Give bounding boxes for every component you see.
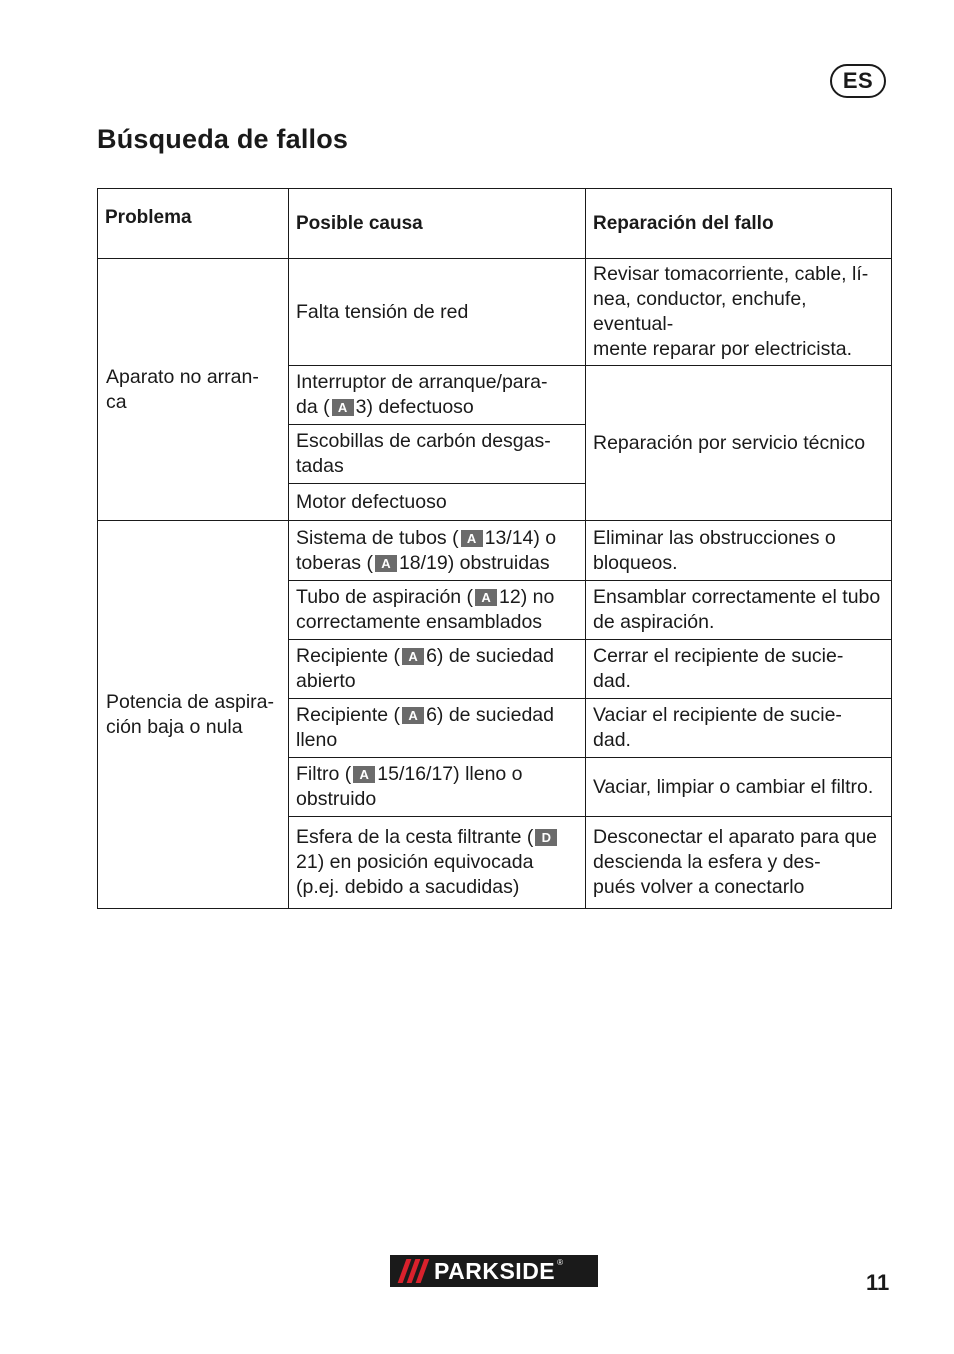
remedy-cell: Cerrar el recipiente de sucie- dad.: [586, 640, 892, 699]
figure-reference-badge: A: [353, 766, 375, 783]
cause-text: 13/14) o toberas (: [296, 526, 557, 574]
cause-text: 21) en posición equivocada (p.ej. debido a sacudidas): [296, 851, 534, 898]
figure-reference-badge: A: [332, 399, 354, 416]
cause-cell: [289, 640, 586, 699]
table-header-row: [98, 189, 892, 259]
cause-text: 6) de suciedad abierto: [296, 645, 554, 692]
table-row: [98, 521, 892, 581]
cause-text: Interruptor de arranque/para- da (: [296, 371, 548, 418]
problem-cell: Aparato no arran- ca: [98, 259, 289, 521]
cause-cell: [289, 521, 586, 581]
logo-registered-mark: ®: [557, 1258, 564, 1267]
cause-text: Tubo de aspiración (: [296, 586, 474, 608]
cause-cell: [289, 817, 586, 909]
cause-text: 3) defectuoso: [355, 396, 474, 418]
remedy-cell: Eliminar las obstrucciones o bloqueos.: [586, 521, 892, 581]
figure-reference-badge: A: [475, 589, 497, 606]
figure-reference-badge: A: [461, 530, 483, 547]
cause-text: Filtro (: [296, 763, 352, 785]
figure-reference-badge: D: [535, 829, 557, 846]
table-row: [98, 259, 892, 366]
logo-stripes: [390, 1255, 434, 1287]
cause-text: Esfera de la cesta filtrante (: [296, 826, 534, 848]
cause-text: Escobillas de carbón desgas- tadas: [296, 430, 551, 477]
remedy-cell: Reparación por servicio técnico: [586, 366, 892, 521]
cause-text: Motor defectuoso: [296, 490, 447, 513]
cause-cell: [289, 484, 586, 521]
header-problem: Problema: [98, 189, 289, 259]
header-remedy: Reparación del fallo: [586, 189, 892, 259]
page-number: 11: [866, 1270, 890, 1295]
cause-text: Sistema de tubos (: [296, 526, 459, 549]
cause-text: 18/19) obstruidas: [398, 551, 550, 574]
remedy-cell: Vaciar, limpiar o cambiar el filtro.: [586, 758, 892, 817]
problem-cell: Potencia de aspira- ción baja o nula: [98, 521, 289, 909]
cause-cell: [289, 259, 586, 366]
language-badge: ES: [830, 64, 886, 98]
logo-text: PARKSIDE: [434, 1257, 556, 1284]
cause-cell: [289, 366, 586, 425]
header-cause: Posible causa: [289, 189, 586, 259]
cause-text: 12) no correctamente ensamblados: [296, 586, 555, 633]
cause-cell: [289, 758, 586, 817]
cause-text: 15/16/17) lleno o obstruido: [296, 763, 523, 810]
table-body: [98, 259, 892, 909]
remedy-cell: Ensamblar correctamente el tubo de aspiración.: [586, 581, 892, 640]
troubleshooting-table: [97, 188, 892, 909]
cause-text: Recipiente (: [296, 704, 401, 726]
cause-cell: [289, 425, 586, 484]
cause-text: Recipiente (: [296, 645, 401, 667]
remedy-cell: Desconectar el aparato para que descienda la esfera y des- pués volver a conectarlo: [586, 817, 892, 909]
figure-reference-badge: A: [402, 648, 424, 665]
cause-cell: [289, 699, 586, 758]
remedy-cell: Revisar tomacorriente, cable, lí- nea, conductor, enchufe, eventual- mente reparar por electricista.: [586, 259, 892, 366]
cause-text: Falta tensión de red: [296, 300, 469, 323]
remedy-cell: Vaciar el recipiente de sucie- dad.: [586, 699, 892, 758]
parkside-logo: [390, 1255, 598, 1287]
figure-reference-badge: A: [402, 707, 424, 724]
figure-reference-badge: A: [375, 555, 397, 572]
cause-cell: [289, 581, 586, 640]
cause-text: 6) de suciedad lleno: [296, 704, 554, 751]
page-title: Búsqueda de fallos: [97, 124, 349, 154]
